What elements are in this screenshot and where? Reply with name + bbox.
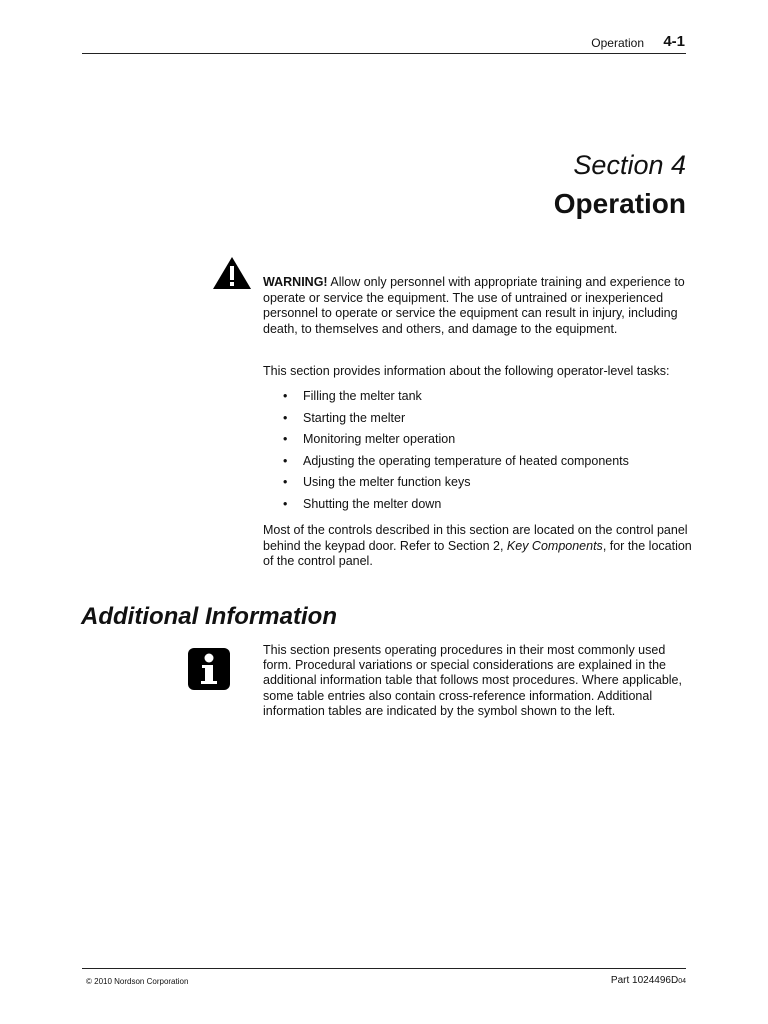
part-number: Part 1024496D04	[610, 975, 686, 986]
page-number: 4-1	[663, 33, 685, 50]
running-header-section: Operation	[591, 36, 644, 50]
bullet-icon: •	[283, 432, 288, 447]
bullet-icon: •	[283, 410, 288, 425]
intro-paragraph: This section provides information about the following operator-level tasks:	[263, 364, 670, 378]
cross-reference: Key Components	[506, 538, 603, 553]
info-icon	[188, 648, 230, 690]
controls-paragraph: Most of the controls described in this section are located on the control panel behind the keypad door. Refer to Section 2, Key Components, for the location of the control panel.	[263, 523, 692, 568]
section-label: Section 4	[573, 150, 686, 180]
list-item: • Adjusting the operating temperature of heated components	[283, 453, 629, 468]
revision: 04	[678, 978, 686, 985]
footer-rule	[82, 968, 686, 969]
additional-info-text: This section presents operating procedures in their most commonly used form. Procedural variations or special considerations are explained in the additional information table that follows most procedures. Where applicable, some table entries also contain cross-reference information. Additional information tables are indicated by the symbol shown to the left.	[263, 643, 682, 718]
list-item: • Filling the melter tank	[283, 389, 422, 403]
warning-icon	[212, 256, 252, 290]
list-item: • Shutting the melter down	[283, 496, 442, 511]
warning-label: WARNING!	[263, 275, 328, 289]
warning-text	[263, 275, 693, 337]
copyright: © 2010 Nordson Corporation	[86, 977, 189, 986]
bullet-icon: •	[283, 389, 288, 403]
bullet-icon: •	[283, 453, 288, 468]
additional-info-heading: Additional Information	[81, 603, 337, 630]
bullet-icon: •	[283, 475, 288, 490]
section-title: Operation	[553, 188, 686, 219]
task-list	[283, 389, 629, 519]
list-item: • Monitoring melter operation	[283, 432, 456, 447]
list-item: • Starting the melter	[283, 410, 406, 425]
header-rule	[82, 53, 686, 54]
warning-body: Allow only personnel with appropriate training and experience to operate or service the equipment. The use of untrained or inexperienced personnel to operate or service the equipment can result in injury, including death, to themselves and others, and damage to the equipment.	[263, 275, 685, 336]
list-item: • Using the melter function keys	[283, 475, 471, 490]
bullet-icon: •	[283, 496, 288, 511]
